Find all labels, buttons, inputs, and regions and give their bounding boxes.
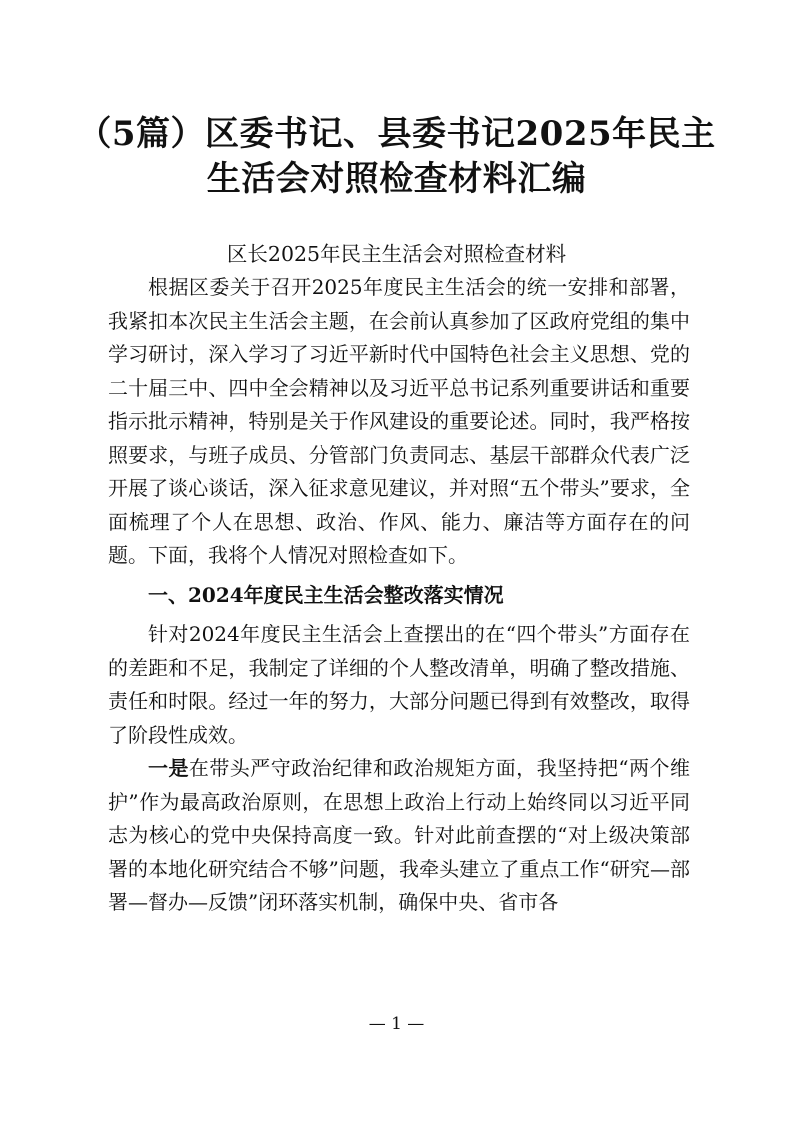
paragraph-section-1: 针对2024年度民主生活会上查摆出的在“四个带头”方面存在的差距和不足，我制定了详细的个人整改清单，明确了整改措施、责任和时限。经过一年的努力，大部分问题已得到有效整改，取得了阶段性成效。 (108, 622, 690, 747)
page-number: — 1 — (368, 1014, 425, 1034)
paragraph-intro: 根据区委关于召开2025年度民主生活会的统一安排和部署，我紧扣本次民主生活会主题，在会前认真参加了区政府党组的集中学习研讨，深入学习了习近平新时代中国特色社会主义思想、党的二十届三中、四中全会精神以及习近平总书记系列重要讲话和重要指示批示精神，特别是关于作风建设的重要论述。同时，我严格按照要求，与班子成员、分管部门负责同志、基层干部群众代表广泛开展了谈心谈话，深入征求意见建议，并对照“五个带头”要求，全面梳理了个人在思想、政治、作风、能力、廉洁等方面存在的问题。下面，我将个人情况对照检查如下。 (108, 275, 690, 567)
document-body (108, 271, 690, 920)
paragraph-first-text: 在带头严守政治纪律和政治规矩方面，我坚持把“两个维护”作为最高政治原则，在思想上政治上行动上始终同以习近平同志为核心的党中央保持高度一致。针对此前查摆的“对上级决策部署的本地化研究结合不够”问题，我牵头建立了重点工作“研究—部署—督办—反馈”闭环落实机制，确保中央、省市各 (108, 756, 690, 914)
title-line-2: 生活会对照检查材料汇编 (206, 159, 587, 199)
paragraph-first-point (108, 752, 690, 920)
title-line-1: （5篇）区委书记、县委书记2025年民主 (77, 114, 716, 154)
paragraph-lead-first: 一是 (148, 756, 189, 780)
document-subtitle: 区长2025年民主生活会对照检查材料 (226, 242, 567, 266)
document-title (60, 112, 733, 202)
section-heading-1: 一、2024年度民主生活会整改落实情况 (148, 582, 504, 607)
